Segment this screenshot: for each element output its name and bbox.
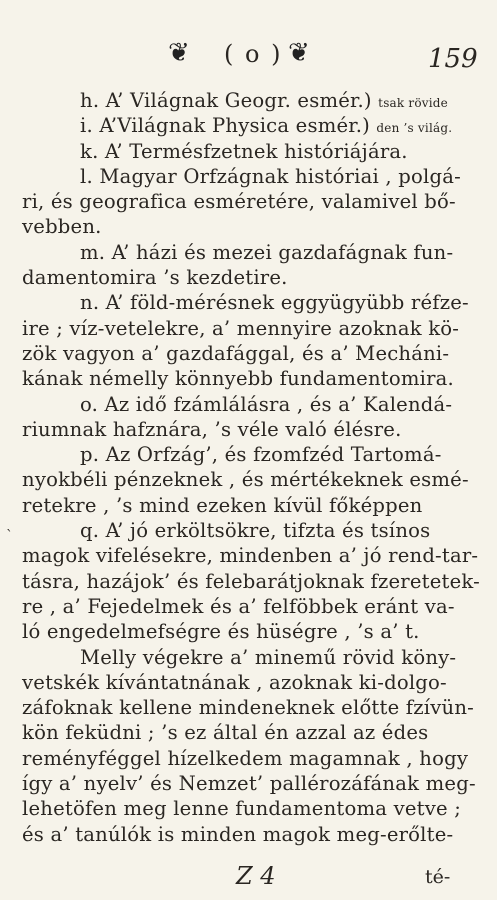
text-line: [22, 467, 480, 492]
text-line: [22, 316, 480, 341]
line-text: damentomira ’s kezdetire.: [22, 266, 288, 290]
text-line: [22, 240, 480, 265]
section-marker: ( o ): [224, 40, 283, 68]
line-text: ri, és geografica esméretére, valamivel bő-: [22, 190, 456, 214]
text-line: [22, 619, 480, 644]
text-line: [22, 746, 480, 771]
text-line: [22, 88, 480, 113]
text-line: [22, 645, 480, 670]
line-text: tásra, hazájok’ és felebarátjoknak fzeretetek-: [22, 569, 480, 593]
text-line: [22, 822, 480, 847]
line-text: p. Az Orfzág’, és fzomfzéd Tartomá-: [80, 443, 442, 467]
line-text: magok vifelésekre, mindenben a’ jó rend-tar-: [22, 544, 479, 568]
line-text: i. A’Világnak Physica esmér.): [80, 114, 370, 138]
text-line: [22, 796, 480, 821]
text-line: [22, 366, 480, 391]
text-line: [22, 771, 480, 796]
text-line: [22, 493, 480, 518]
text-line: [22, 695, 480, 720]
text-line: [22, 265, 480, 290]
line-text: zök vagyon a’ gazdafággal, és a’ Mecháni-: [22, 341, 450, 365]
line-text: kának némelly könnyebb fundamentomira.: [22, 367, 454, 391]
text-line: [22, 341, 480, 366]
text-line: [22, 670, 480, 695]
text-line: [22, 164, 480, 189]
text-line: [22, 594, 480, 619]
catchword: té-: [425, 866, 451, 888]
line-text: riumnak hafznára, ’s véle való élésre.: [22, 417, 402, 441]
line-text: q. A’ jó erköltsökre, tifzta és tsínos: [80, 519, 431, 543]
line-text: ló engedelmefségre és hüségre , ’s a’ t.: [22, 620, 420, 644]
line-text: re , a’ Fejedelmek és a’ felföbbek eránt va-: [22, 594, 455, 618]
text-line: [22, 214, 480, 239]
body-text: [22, 88, 480, 847]
line-text: kön feküdni ; ’s ez által én azzal az édes: [22, 721, 429, 745]
line-text: így a’ nyelv’ és Nemzet’ pallérozáfának meg-: [22, 772, 476, 796]
text-line: [22, 518, 480, 543]
page-number: 159: [428, 44, 478, 74]
text-line: [22, 720, 480, 745]
text-line: [22, 417, 480, 442]
line-text: k. A’ Termésfzetnek históriájára.: [80, 139, 408, 163]
text-line: [22, 189, 480, 214]
side-note: den ’s világ.: [376, 121, 453, 136]
text-line: [22, 392, 480, 417]
text-line: [22, 113, 480, 138]
line-text: h. A’ Világnak Geogr. esmér.): [80, 89, 372, 112]
line-text: n. A’ föld-mérésnek eggyügyübb réfze-: [80, 291, 469, 315]
signature-mark: Z 4: [236, 862, 276, 890]
text-line: [22, 290, 480, 315]
line-text: ire ; víz-vetelekre, a’ mennyire azoknak kö-: [22, 316, 460, 340]
line-text: l. Magyar Orfzágnak históriai , polgá-: [80, 164, 461, 188]
line-text: lehetöfen meg lenne fundamentoma vetve ;: [22, 797, 462, 821]
margin-mark: ˋ: [6, 528, 13, 544]
text-line: [22, 543, 480, 568]
line-text: vebben.: [22, 215, 102, 239]
line-text: vetskék kívántatnának , azoknak ki-dolgo-: [22, 670, 447, 694]
line-text: nyokbéli pénzeknek , és mértékeknek esmé-: [22, 468, 469, 492]
right-ornament-icon: ❦: [288, 38, 310, 68]
line-text: és a’ tanúlók is minden magok meg-erőlte-: [22, 822, 454, 846]
line-text: Melly végekre a’ minemű rövid köny-: [80, 645, 457, 669]
left-ornament-icon: ❦: [168, 38, 190, 68]
page-header: [0, 34, 497, 74]
text-line: [22, 442, 480, 467]
text-line: [22, 139, 480, 164]
page-footer: [0, 862, 497, 892]
line-text: retekre , ’s mind ezeken kívül főképpen: [22, 493, 423, 517]
line-text: reményféggel hízelkedem magamnak , hogy: [22, 746, 469, 770]
text-line: [22, 569, 480, 594]
line-text: záfoknak kellene mindeneknek előtte fzívün-: [22, 696, 474, 720]
line-text: o. Az idő fzámlálásra , és a’ Kalendá-: [80, 392, 453, 416]
side-note: tsak rövide: [378, 96, 448, 110]
line-text: m. A’ házi és mezei gazdafágnak fun-: [80, 240, 454, 264]
